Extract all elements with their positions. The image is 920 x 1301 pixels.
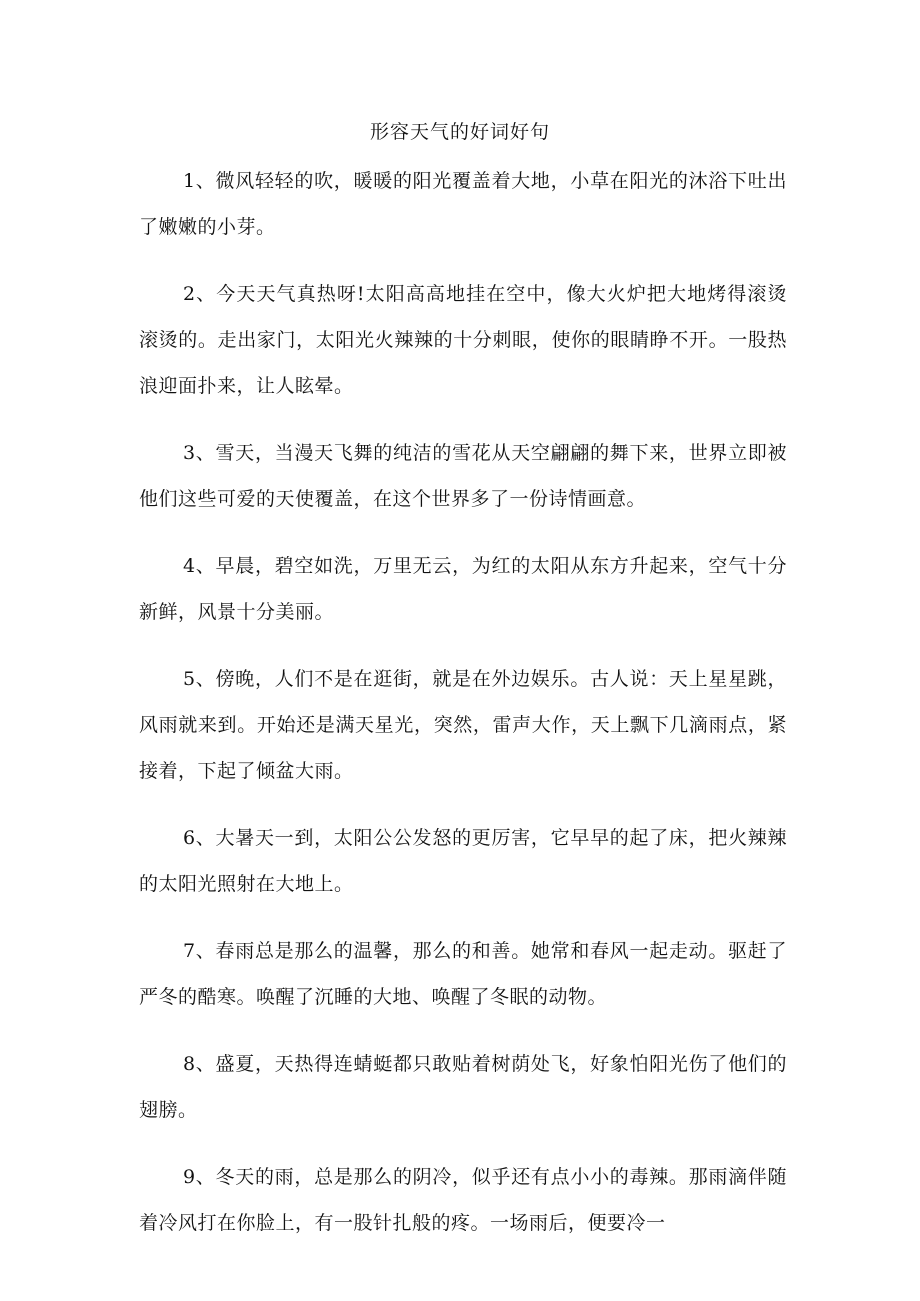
paragraph-3: 3、雪天，当漫天飞舞的纯洁的雪花从天空翩翩的舞下来，世界立即被他们这些可爱的天使覆盖，在这个世界多了一份诗情画意。 — [139, 442, 787, 510]
paragraph-5: 5、傍晚，人们不是在逛街，就是在外边娱乐。古人说：天上星星跳，风雨就来到。开始还是满天星光，突然，雷声大作，天上飘下几滴雨点，紧接着，下起了倾盆大雨。 — [139, 668, 787, 782]
paragraph-1: 1、微风轻轻的吹，暖暖的阳光覆盖着大地，小草在阳光的沐浴下吐出了嫩嫩的小芽。 — [139, 170, 787, 238]
document-title: 形容天气的好词好句 — [369, 121, 550, 143]
paragraph-6: 6、大暑天一到，太阳公公发怒的更厉害，它早早的起了床，把火辣辣的太阳光照射在大地上。 — [139, 827, 787, 895]
paragraph-7: 7、春雨总是那么的温馨，那么的和善。她常和春风一起走动。驱赶了严冬的酷寒。唤醒了沉睡的大地、唤醒了冬眠的动物。 — [139, 940, 787, 1008]
paragraph-9: 9、冬天的雨，总是那么的阴冷，似乎还有点小小的毒辣。那雨滴伴随着冷风打在你脸上，有一股针扎般的疼。一场雨后，便要冷一 — [139, 1166, 787, 1234]
paragraph-8: 8、盛夏，天热得连蜻蜓都只敢贴着树荫处飞，好象怕阳光伤了他们的翅膀。 — [139, 1053, 787, 1121]
paragraph-2: 2、今天天气真热呀!太阳高高地挂在空中，像大火炉把大地烤得滚烫滚烫的。走出家门，太阳光火辣辣的十分刺眼，使你的眼睛睁不开。一股热浪迎面扑来，让人眩晕。 — [139, 283, 787, 397]
paragraph-4: 4、早晨，碧空如洗，万里无云，为红的太阳从东方升起来，空气十分新鲜，风景十分美丽。 — [139, 555, 787, 623]
document-body — [139, 158, 787, 1267]
